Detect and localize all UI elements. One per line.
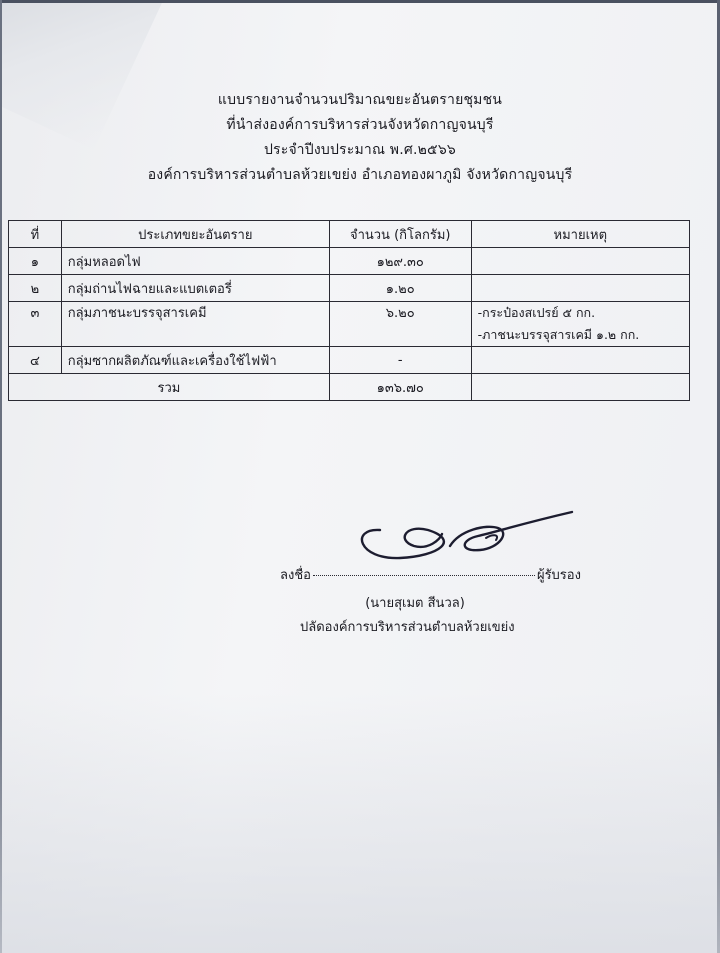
signer-name: (นายสุเมต สีนวล) <box>365 596 465 611</box>
signature-block <box>250 500 650 660</box>
sign-prefix: ลงชื่อ <box>280 568 311 583</box>
row-amount: - <box>329 347 471 374</box>
remark-line: -ภาชนะบรรจุสารเคมี ๑.๒ กก. <box>477 327 640 342</box>
header-type: ประเภทขยะอันตราย <box>61 221 329 248</box>
row-amount: ๑.๒๐ <box>329 275 471 302</box>
total-remark <box>471 374 689 401</box>
remark-line: -กระป๋องสเปรย์ ๕ กก. <box>477 305 596 320</box>
report-title <box>0 88 720 188</box>
paper-shadow <box>0 693 720 953</box>
hazardous-waste-table <box>8 220 690 401</box>
row-remark <box>471 248 689 275</box>
row-no: ๔ <box>9 347 62 374</box>
row-amount: ๖.๒๐ <box>329 302 471 347</box>
row-type: กลุ่มหลอดไฟ <box>61 248 329 275</box>
row-type: กลุ่มซากผลิตภัณฑ์และเครื่องใช้ไฟฟ้า <box>61 347 329 374</box>
total-row <box>9 374 690 401</box>
handwritten-signature <box>310 500 580 570</box>
row-amount: ๑๒๙.๓๐ <box>329 248 471 275</box>
table-row <box>9 248 690 275</box>
total-amount: ๑๓๖.๗๐ <box>329 374 471 401</box>
header-amount: จำนวน (กิโลกรัม) <box>329 221 471 248</box>
row-no: ๒ <box>9 275 62 302</box>
sign-suffix: ผู้รับรอง <box>536 568 581 583</box>
header-no: ที่ <box>9 221 62 248</box>
row-no: ๑ <box>9 248 62 275</box>
row-remark <box>471 347 689 374</box>
signature-dotted-line <box>313 575 535 576</box>
header-remark: หมายเหตุ <box>471 221 689 248</box>
title-line-3: ประจำปีงบประมาณ พ.ศ.๒๕๖๖ <box>263 142 457 158</box>
table-header-row <box>9 221 690 248</box>
signer-position: ปลัดองค์การบริหารส่วนตำบลห้วยเขย่ง <box>300 620 515 635</box>
row-remark <box>471 275 689 302</box>
title-line-4: องค์การบริหารส่วนตำบลห้วยเขย่ง อำเภอทองผาภูมิ จังหวัดกาญจนบุรี <box>147 167 573 183</box>
table-row <box>9 347 690 374</box>
row-remark <box>471 302 689 347</box>
row-type: กลุ่มถ่านไฟฉายและแบตเตอรี่ <box>61 275 329 302</box>
row-type: กลุ่มภาชนะบรรจุสารเคมี <box>61 302 329 347</box>
sign-line <box>280 564 581 585</box>
title-line-1: แบบรายงานจำนวนปริมาณขยะอันตรายชุมชน <box>217 92 503 108</box>
row-no: ๓ <box>9 302 62 347</box>
title-line-2: ที่นำส่งองค์การบริหารส่วนจังหวัดกาญจนบุรี <box>226 117 494 133</box>
table-row <box>9 302 690 347</box>
total-label: รวม <box>9 374 330 401</box>
table-row <box>9 275 690 302</box>
page-edge-top <box>0 0 720 3</box>
